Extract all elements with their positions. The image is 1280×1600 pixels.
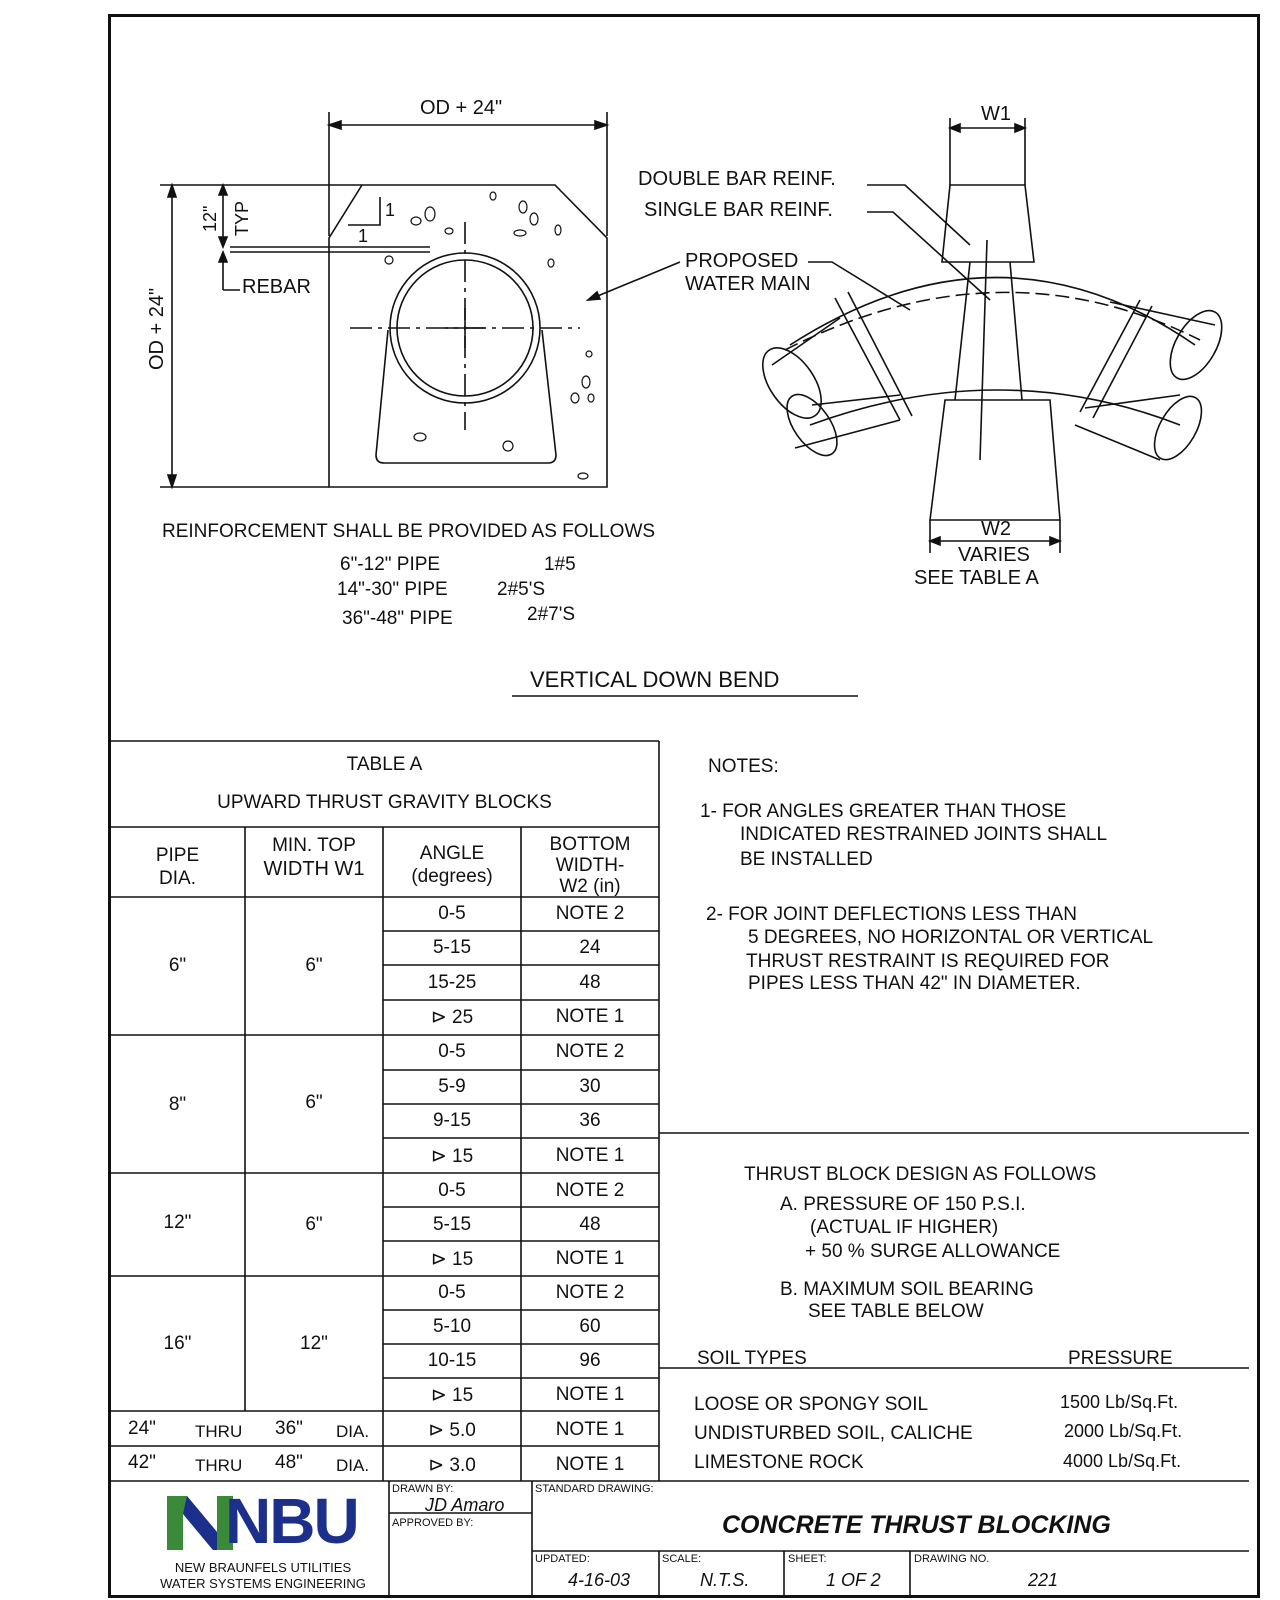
- col-pipe-header-2: DIA.: [159, 868, 196, 889]
- table-row-w2: 48: [579, 972, 601, 993]
- double-bar-label: DOUBLE BAR REINF.: [638, 168, 836, 190]
- table-row-angle: 0-5: [438, 1180, 466, 1201]
- table-row-angle: ⊳ 15: [430, 1249, 474, 1270]
- table-row-w2: NOTE 2: [555, 1180, 625, 1201]
- range-w2: NOTE 1: [555, 1454, 625, 1475]
- table-row-w2: 48: [579, 1214, 601, 1235]
- col-bottom-header-1: BOTTOM: [549, 834, 631, 855]
- slope-label-vertical: 1: [385, 200, 396, 220]
- standard-drawing-label: STANDARD DRAWING:: [535, 1483, 654, 1495]
- table-row-w2: NOTE 2: [555, 1282, 625, 1303]
- table-row-angle: 0-5: [438, 903, 466, 924]
- soil-pressure: 2000 Lb/Sq.Ft.: [1064, 1421, 1183, 1441]
- table-row-w2: 24: [579, 937, 601, 958]
- range-thru: THRU: [195, 1456, 243, 1475]
- varies-label: VARIES: [958, 544, 1030, 566]
- notes-heading: NOTES:: [708, 756, 779, 777]
- slope-label-horizontal: 1: [358, 226, 369, 246]
- range-dia: DIA.: [336, 1456, 370, 1475]
- department-name: WATER SYSTEMS ENGINEERING: [160, 1576, 366, 1591]
- soil-pressure: 1500 Lb/Sq.Ft.: [1060, 1392, 1179, 1412]
- soil-type: LIMESTONE ROCK: [694, 1452, 864, 1473]
- reinf-bars-3: 2#7'S: [527, 604, 576, 625]
- reinf-pipe-2: 14"-30" PIPE: [337, 579, 448, 600]
- note-1-line: BE INSTALLED: [740, 849, 873, 870]
- twelve-inch-label: 12": [200, 205, 220, 232]
- table-row-pipe: 12": [163, 1212, 192, 1233]
- drawing-no-label: DRAWING NO.: [914, 1553, 990, 1565]
- water-main-label: WATER MAIN: [685, 273, 811, 295]
- rebar-label: REBAR: [242, 276, 311, 298]
- table-row-angle: ⊳ 25: [430, 1007, 474, 1028]
- soil-type: UNDISTURBED SOIL, CALICHE: [694, 1423, 973, 1444]
- reinf-bars-2: 2#5'S: [497, 579, 546, 600]
- dimension-lines: [160, 112, 680, 487]
- note-2-line: 2- FOR JOINT DEFLECTIONS LESS THAN: [706, 904, 1077, 925]
- table-row-w2: 60: [579, 1316, 601, 1337]
- scale-label: SCALE:: [662, 1553, 702, 1565]
- table-row-angle: ⊳ 15: [430, 1385, 474, 1406]
- drawn-by-label: DRAWN BY:: [392, 1483, 454, 1495]
- table-row-w2: NOTE 2: [555, 903, 625, 924]
- design-b-line: B. MAXIMUM SOIL BEARING: [780, 1279, 1034, 1300]
- reinf-pipe-1: 6"-12" PIPE: [340, 554, 441, 575]
- od-top-label: OD + 24": [420, 97, 503, 119]
- table-row-w2: 36: [579, 1110, 601, 1131]
- col-min-header-1: MIN. TOP: [272, 835, 356, 856]
- sheet-value: 1 OF 2: [826, 1570, 881, 1590]
- range-thru: THRU: [195, 1422, 243, 1441]
- cross-section-block: [230, 185, 607, 487]
- table-row-angle: 0-5: [438, 1041, 466, 1062]
- nbu-logo: [165, 1485, 358, 1557]
- section-title: VERTICAL DOWN BEND: [530, 667, 780, 692]
- sheet-label: SHEET:: [788, 1553, 827, 1565]
- table-row-angle: 10-15: [427, 1350, 477, 1371]
- table-row-angle: 15-25: [427, 972, 477, 993]
- table-row-width: 6": [305, 1214, 323, 1235]
- w1-label: W1: [981, 103, 1011, 125]
- table-row-pipe: 6": [168, 955, 187, 976]
- col-angle-header-2: (degrees): [411, 866, 493, 887]
- soil-types-header: SOIL TYPES: [697, 1348, 807, 1369]
- col-min-header-2: WIDTH W1: [263, 858, 365, 880]
- range-from: 42": [128, 1452, 156, 1473]
- drawn-by-value: JD Amaro: [425, 1495, 505, 1515]
- range-angle: ⊳ 3.0: [428, 1455, 476, 1476]
- drawing-no-value: 221: [1028, 1570, 1059, 1590]
- reinforcement-heading: REINFORCEMENT SHALL BE PROVIDED AS FOLLOWS: [162, 521, 656, 542]
- note-1-line: 1- FOR ANGLES GREATER THAN THOSE: [700, 801, 1067, 822]
- range-dia: DIA.: [336, 1422, 370, 1441]
- table-row-w2: NOTE 1: [555, 1384, 625, 1405]
- table-row-w2: 30: [579, 1076, 601, 1097]
- typ-label: TYP: [232, 200, 252, 236]
- logo-text: NBU: [225, 1485, 358, 1557]
- reinf-pipe-3: 36"-48" PIPE: [342, 608, 453, 629]
- range-w2: NOTE 1: [555, 1419, 625, 1440]
- table-row-angle: 5-9: [438, 1076, 466, 1097]
- col-pipe-header-1: PIPE: [155, 845, 200, 866]
- range-from: 24": [128, 1418, 156, 1439]
- see-table-label: SEE TABLE A: [914, 567, 1039, 589]
- updated-label: UPDATED:: [535, 1553, 590, 1565]
- reinf-bars-1: 1#5: [544, 554, 576, 575]
- aggregate-texture: [385, 192, 594, 479]
- drawing-title: CONCRETE THRUST BLOCKING: [722, 1511, 1111, 1539]
- design-a-line: A. PRESSURE OF 150 P.S.I.: [780, 1194, 1026, 1215]
- col-angle-header-1: ANGLE: [419, 843, 485, 864]
- soil-type: LOOSE OR SPONGY SOIL: [694, 1394, 929, 1415]
- table-row-width: 6": [305, 1092, 323, 1113]
- note-1-line: INDICATED RESTRAINED JOINTS SHALL: [740, 824, 1108, 845]
- table-row-width: 12": [300, 1333, 328, 1354]
- table-row-w2: NOTE 1: [555, 1145, 625, 1166]
- note-2-line: PIPES LESS THAN 42" IN DIAMETER.: [748, 973, 1081, 994]
- table-row-width: 6": [305, 955, 323, 976]
- table-row-w2: NOTE 1: [555, 1006, 625, 1027]
- range-to: 36": [275, 1418, 303, 1439]
- single-bar-label: SINGLE BAR REINF.: [644, 199, 833, 221]
- table-a-subtitle: UPWARD THRUST GRAVITY BLOCKS: [217, 792, 552, 813]
- scale-value: N.T.S.: [700, 1570, 750, 1590]
- range-to: 48": [275, 1452, 303, 1473]
- table-row-angle: 5-15: [432, 937, 472, 958]
- approved-by-label: APPROVED BY:: [392, 1517, 474, 1529]
- table-row-pipe: 8": [168, 1094, 187, 1115]
- table-a-title: TABLE A: [346, 754, 423, 775]
- table-row-angle: ⊳ 15: [430, 1146, 474, 1167]
- updated-value: 4-16-03: [568, 1570, 631, 1590]
- col-bottom-header-2: WIDTH-: [555, 855, 625, 876]
- table-row-w2: NOTE 1: [555, 1248, 625, 1269]
- od-side-label: OD + 24": [146, 287, 168, 370]
- table-row-w2: 96: [579, 1350, 601, 1371]
- table-row-pipe: 16": [163, 1333, 192, 1354]
- table-row-w2: NOTE 2: [555, 1041, 625, 1062]
- table-row-angle: 0-5: [438, 1282, 466, 1303]
- note-2-line: THRUST RESTRAINT IS REQUIRED FOR: [746, 951, 1110, 972]
- design-a-line: (ACTUAL IF HIGHER): [810, 1217, 999, 1238]
- note-2-line: 5 DEGREES, NO HORIZONTAL OR VERTICAL: [748, 927, 1154, 948]
- soil-pressure: 4000 Lb/Sq.Ft.: [1063, 1451, 1182, 1471]
- col-bottom-header-3: W2 (in): [559, 876, 621, 897]
- design-a-line: + 50 % SURGE ALLOWANCE: [805, 1241, 1061, 1262]
- table-row-angle: 9-15: [432, 1110, 472, 1131]
- design-b-line: SEE TABLE BELOW: [808, 1301, 984, 1322]
- table-row-angle: 5-15: [432, 1214, 472, 1235]
- w2-label: W2: [981, 518, 1011, 540]
- table-row-angle: 5-10: [432, 1316, 472, 1337]
- range-angle: ⊳ 5.0: [428, 1420, 476, 1441]
- proposed-label: PROPOSED: [685, 250, 799, 272]
- company-name: NEW BRAUNFELS UTILITIES: [174, 1560, 352, 1575]
- pressure-header: PRESSURE: [1068, 1348, 1173, 1369]
- design-heading: THRUST BLOCK DESIGN AS FOLLOWS: [744, 1164, 1097, 1185]
